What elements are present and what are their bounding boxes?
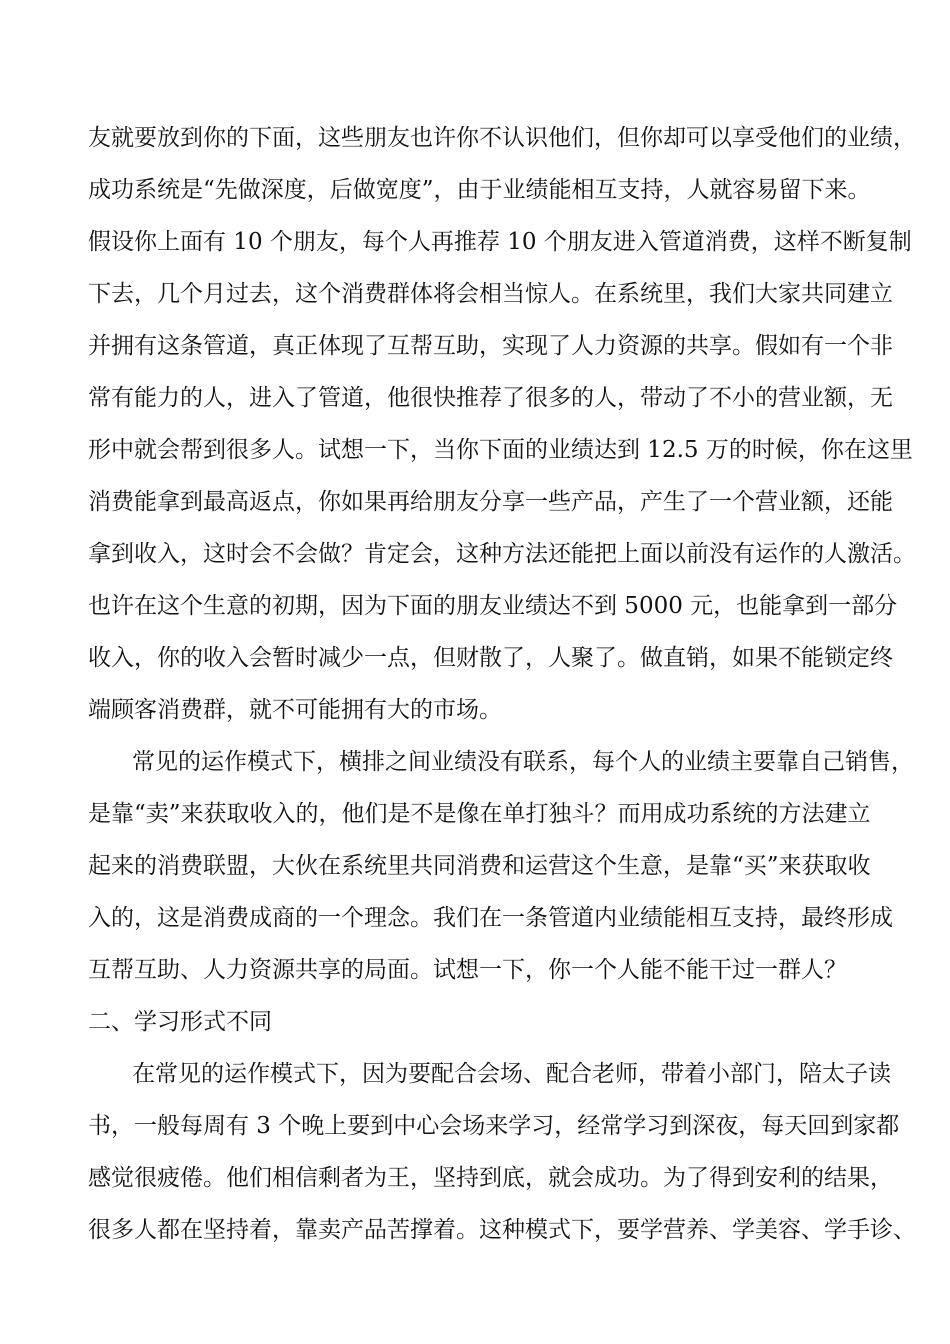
text-line: 成功系统是“先做深度，后做宽度”，由于业绩能相互支持，人就容易留下来。 (88, 177, 871, 203)
text-line: 书，一般每周有 3 个晚上要到中心会场来学习，经常学习到深夜，每天回到家都 (88, 1113, 900, 1139)
text-line: 端顾客消费群，就不可能拥有大的市场。 (88, 697, 502, 723)
document-body (88, 112, 916, 1256)
text-line: 并拥有这条管道，真正体现了互帮互助，实现了人力资源的共享。假如有一个非 (88, 333, 893, 359)
section-heading (88, 996, 866, 1048)
paragraph-2 (88, 736, 914, 996)
text-line: 也许在这个生意的初期，因为下面的朋友业绩达不到 5000 元，也能拿到一部分 (88, 593, 898, 619)
paragraph-1 (88, 112, 916, 736)
text-line: 起来的消费联盟，大伙在系统里共同消费和运营这个生意，是靠“买”来获取收 (88, 853, 871, 879)
text-line: 形中就会帮到很多人。试想一下，当你下面的业绩达到 12.5 万的时候，你在这里 (88, 437, 913, 463)
text-line: 拿到收入，这时会不会做？肯定会，这种方法还能把上面以前没有运作的人激活。 (88, 541, 916, 567)
text-line: 在常见的运作模式下，因为要配合会场、配合老师，带着小部门，陪太子读 (132, 1061, 891, 1087)
paragraph-3 (88, 1048, 916, 1256)
text-line: 常有能力的人，进入了管道，他很快推荐了很多的人，带动了不小的营业额，无 (88, 385, 893, 411)
text-line: 下去，几个月过去，这个消费群体将会相当惊人。在系统里，我们大家共同建立 (88, 281, 893, 307)
text-line: 是靠“卖”来获取收入的，他们是不是像在单打独斗？而用成功系统的方法建立 (88, 801, 871, 827)
section-heading-text: 二、学习形式不同 (88, 1009, 272, 1035)
text-line: 互帮互助、人力资源共享的局面。试想一下，你一个人能不能干过一群人？ (88, 957, 847, 983)
text-line: 友就要放到你的下面，这些朋友也许你不认识他们，但你却可以享受他们的业绩， (88, 125, 916, 151)
text-line: 常见的运作模式下，横排之间业绩没有联系，每个人的业绩主要靠自己销售， (132, 749, 914, 775)
text-line: 很多人都在坚持着，靠卖产品苦撑着。这种模式下，要学营养、学美容、学手诊、 (88, 1217, 916, 1243)
text-line: 假设你上面有 10 个朋友，每个人再推荐 10 个朋友进入管道消费，这样不断复制 (88, 229, 912, 255)
text-line: 消费能拿到最高返点，你如果再给朋友分享一些产品，产生了一个营业额，还能 (88, 489, 893, 515)
text-line: 入的，这是消费成商的一个理念。我们在一条管道内业绩能相互支持，最终形成 (88, 905, 893, 931)
text-line: 收入，你的收入会暂时减少一点，但财散了，人聚了。做直销，如果不能锁定终 (88, 645, 893, 671)
text-line: 感觉很疲倦。他们相信剩者为王，坚持到底，就会成功。为了得到安利的结果， (88, 1165, 893, 1191)
